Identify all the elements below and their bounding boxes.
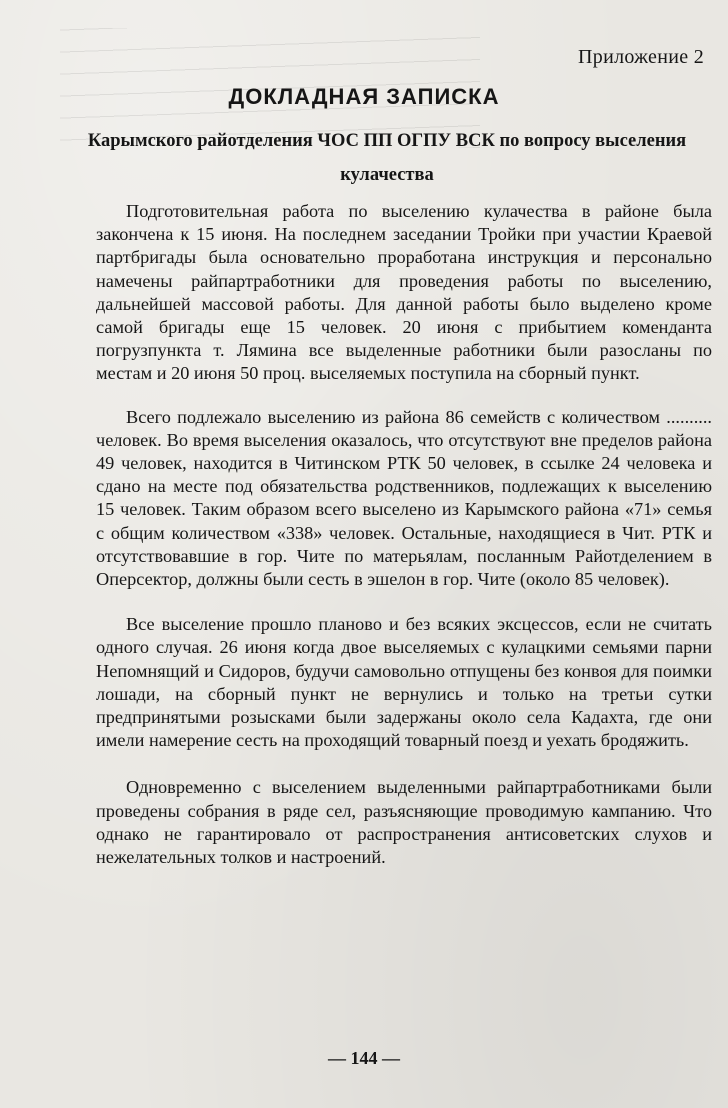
paragraph-1: Подготовительная работа по выселению кулачества в районе была закончена к 15 июня. На последнем заседании Тройки при участии Краевой партбригады была основательно проработана инструкция и персонально намечены райпартработники для проведения работы по выселению, дальнейшей массовой работы. Для данной работы было выделено кроме самой бригады еще 15 человек. 20 июня с прибытием коменданта погрузпункта т. Лямина все выделенные работники были разосланы по местам и 20 июня 50 проц. выселяемых поступила на сборный пункт. [96, 201, 712, 384]
document-title: ДОКЛАДНАЯ ЗАПИСКА [228, 84, 500, 109]
page-number: — 144 — [328, 1048, 400, 1068]
paragraph-3: Все выселение прошло планово и без всяких эксцессов, если не считать одного случая. 26 июня когда двое выселяемых с кулацкими семьями парни Непомнящий и Сидоров, будучи самовольно отпущены без конвоя для поимки лошади, на сборный пункт не вернулись и только на третьи сутки предпринятыми розысками были задержаны около села Кадахта, где они имели намерение сесть на проходящий товарный поезд и уехать бродяжить. [96, 614, 712, 751]
paragraph-4: Одновременно с выселением выделенными райпартработниками были проведены собрания в ряде сел, разъясняющие проводимую кампанию. Что однако не гарантировало от распространения антисоветских слухов и нежелательных толков и настроений. [96, 777, 712, 868]
paragraph-2: Всего подлежало выселению из района 86 семейств с количеством .......... человек. Во время выселения оказалось, что отсутствуют вне пределов района 49 человек, находится в Читинском РТК 50 человек, в ссылке 24 человека и сдано на месте под обязательства родственников, подлежащих к выселению 15 человек. Таким образом всего выселено из Карымского района «71» семья с общим количеством «338» человек. Остальные, находящиеся в Чит. РТК и отсутствовавшие в гор. Чите по матерьялам, посланным Райотделением в Оперсектор, должны были сесть в эшелон в гор. Чите (около 85 человек). [96, 406, 712, 590]
document-subtitle: Карымского райотделения ЧОС ПП ОГПУ ВСК по вопросу выселения кулачества [87, 131, 687, 185]
appendix-label: Приложение 2 [578, 46, 704, 68]
document-body [96, 200, 712, 887]
